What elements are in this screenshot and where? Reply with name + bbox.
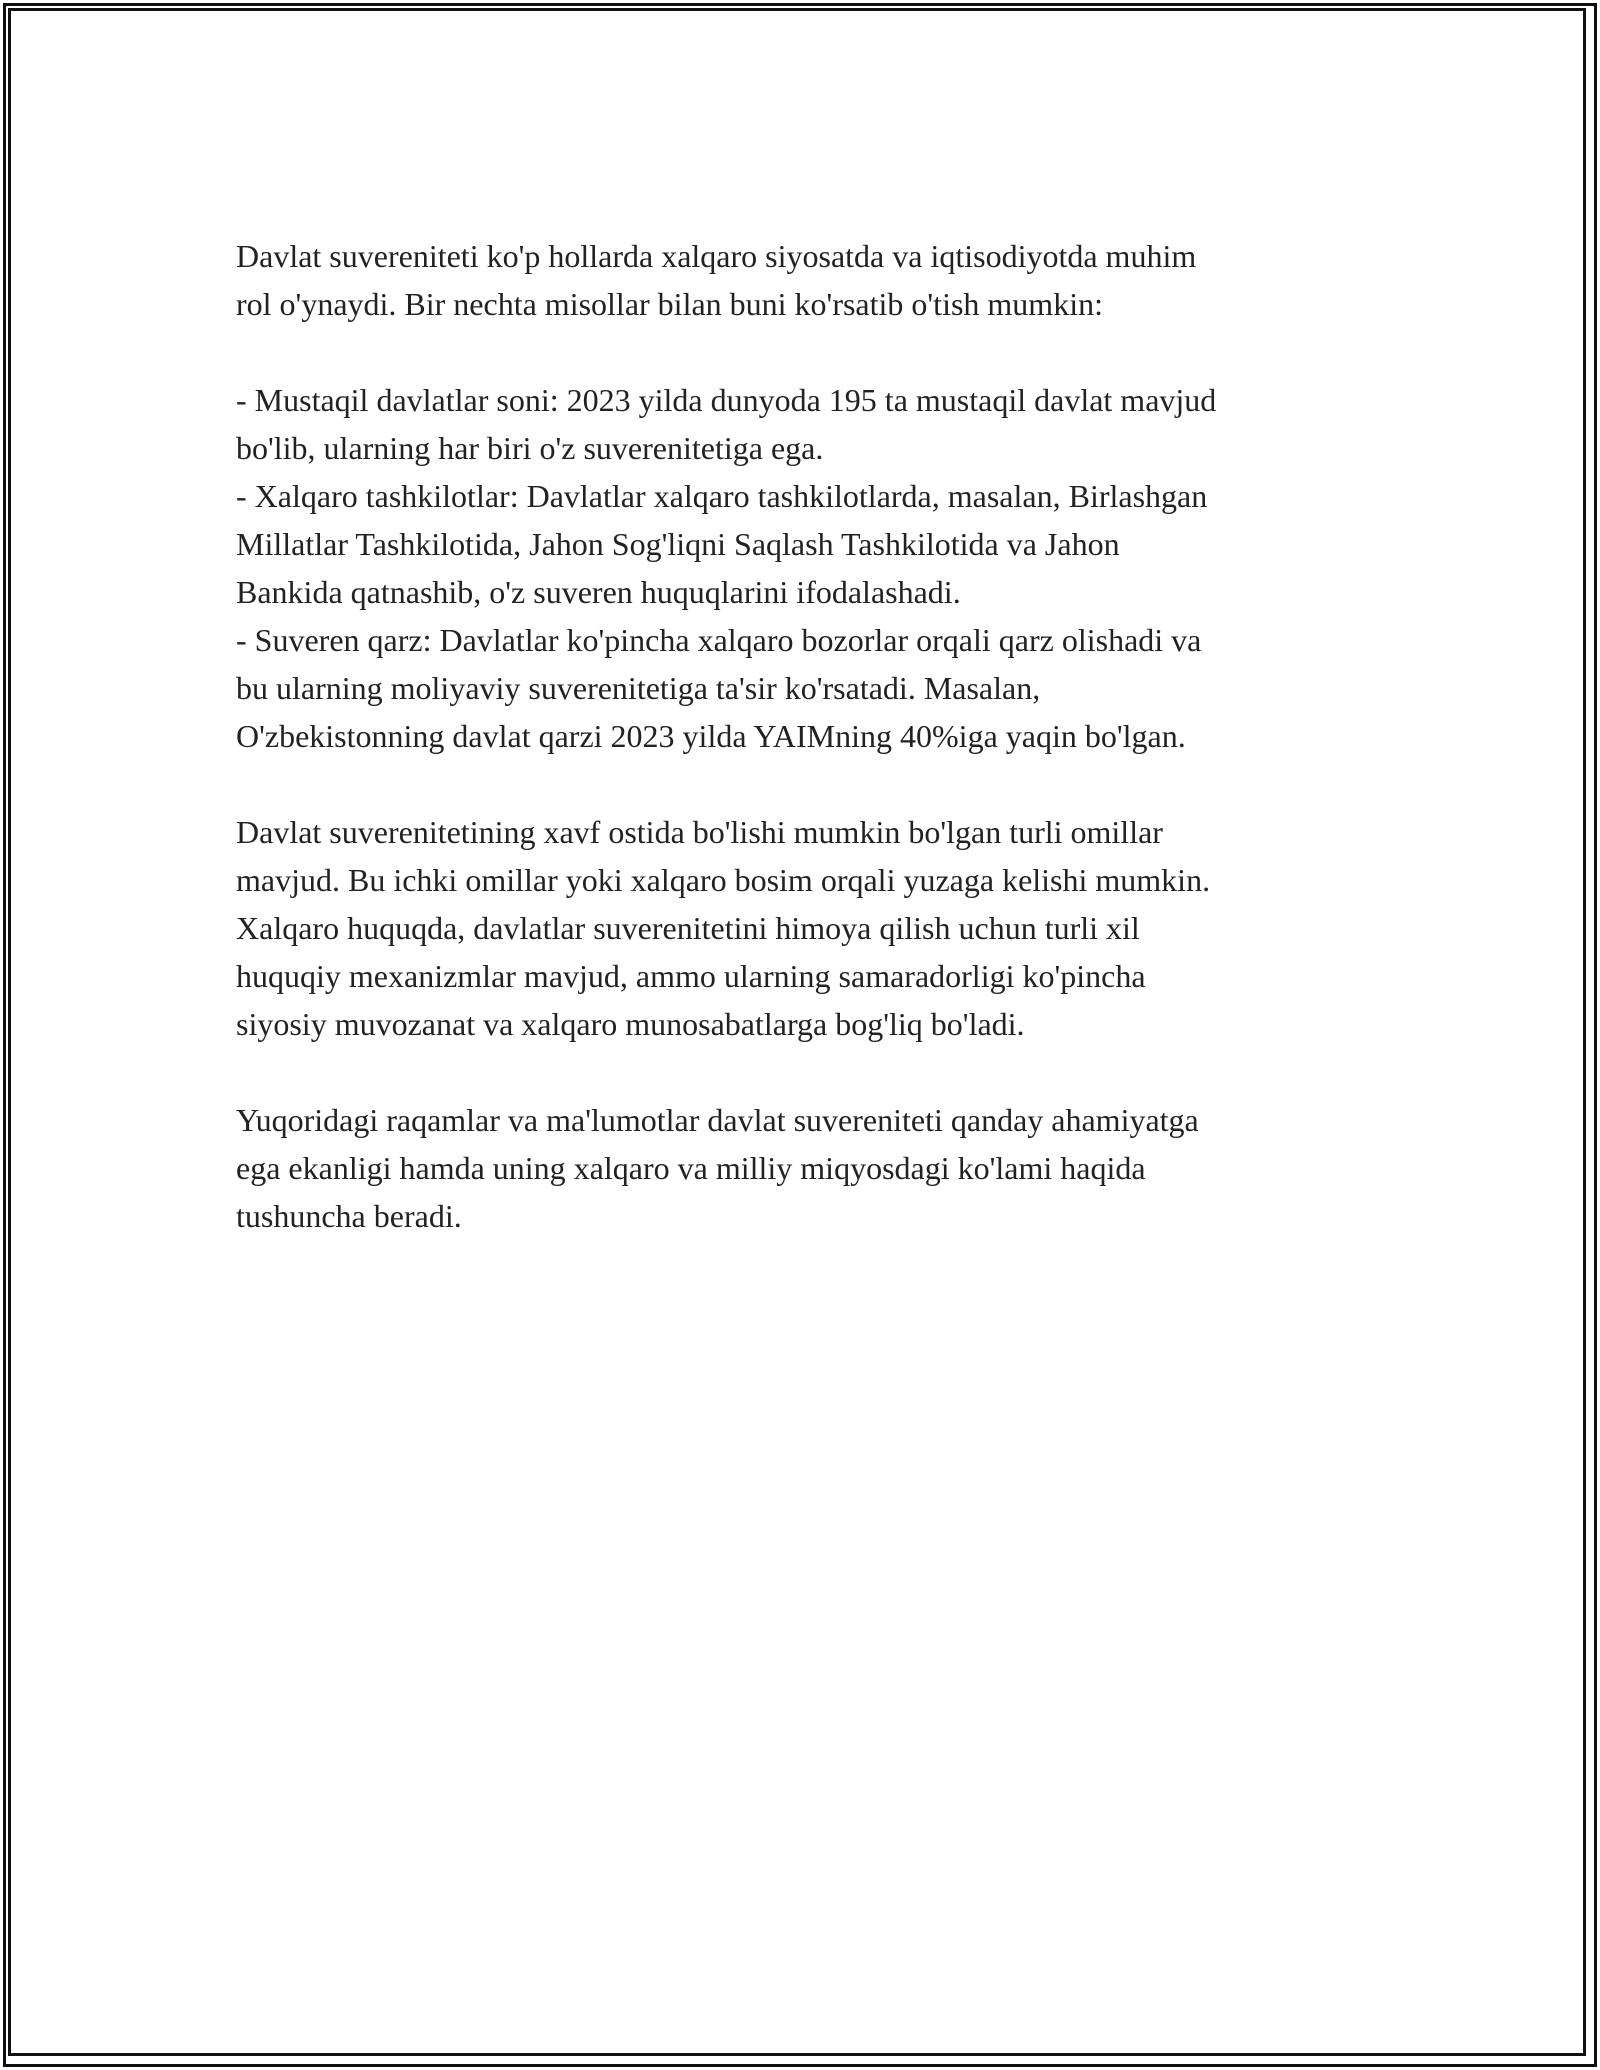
paragraph-threats — [236, 808, 1376, 1048]
paragraph-gap — [236, 1048, 1376, 1096]
text-line: bu ularning moliyaviy suverenitetiga ta'sir ko'rsatadi. Masalan, — [236, 670, 1041, 706]
text-line: - Suveren qarz: Davlatlar ko'pincha xalqaro bozorlar orqali qarz olishadi va — [236, 622, 1202, 658]
paragraph-conclusion — [236, 1096, 1376, 1240]
text-line: Davlat suverenitetining xavf ostida bo'lishi mumkin bo'lgan turli omillar — [236, 814, 1163, 850]
text-line: mavjud. Bu ichki omillar yoki xalqaro bosim orqali yuzaga kelishi mumkin. — [236, 862, 1211, 898]
text-line: huquqiy mexanizmlar mavjud, ammo ularning samaradorligi ko'pincha — [236, 958, 1146, 994]
paragraph-gap — [236, 328, 1376, 376]
document-body — [236, 232, 1376, 1240]
text-line: O'zbekistonning davlat qarzi 2023 yilda YAIMning 40%iga yaqin bo'lgan. — [236, 718, 1186, 754]
text-line: Bankida qatnashib, o'z suveren huquqlarini ifodalashadi. — [236, 574, 961, 610]
text-line: tushuncha beradi. — [236, 1198, 462, 1234]
text-line: Xalqaro huquqda, davlatlar suverenitetini himoya qilish uchun turli xil — [236, 910, 1140, 946]
text-line: - Mustaqil davlatlar soni: 2023 yilda dunyoda 195 ta mustaqil davlat mavjud — [236, 382, 1217, 418]
text-line: bo'lib, ularning har biri o'z suverenitetiga ega. — [236, 430, 824, 466]
text-line: Davlat suvereniteti ko'p hollarda xalqaro siyosatda va iqtisodiyotda muhim — [236, 238, 1197, 274]
text-line: - Xalqaro tashkilotlar: Davlatlar xalqaro tashkilotlarda, masalan, Birlashgan — [236, 478, 1208, 514]
paragraph-intro — [236, 232, 1376, 328]
text-line: siyosiy muvozanat va xalqaro munosabatlarga bog'liq bo'ladi. — [236, 1006, 1025, 1042]
paragraph-gap — [236, 760, 1376, 808]
text-line: Yuqoridagi raqamlar va ma'lumotlar davlat suvereniteti qanday ahamiyatga — [236, 1102, 1199, 1138]
text-line: Millatlar Tashkilotida, Jahon Sog'liqni Saqlash Tashkilotida va Jahon — [236, 526, 1120, 562]
paragraph-examples-list — [236, 376, 1376, 760]
text-line: ega ekanligi hamda uning xalqaro va milliy miqyosdagi ko'lami haqida — [236, 1150, 1146, 1186]
text-line: rol o'ynaydi. Bir nechta misollar bilan buni ko'rsatib o'tish mumkin: — [236, 286, 1103, 322]
